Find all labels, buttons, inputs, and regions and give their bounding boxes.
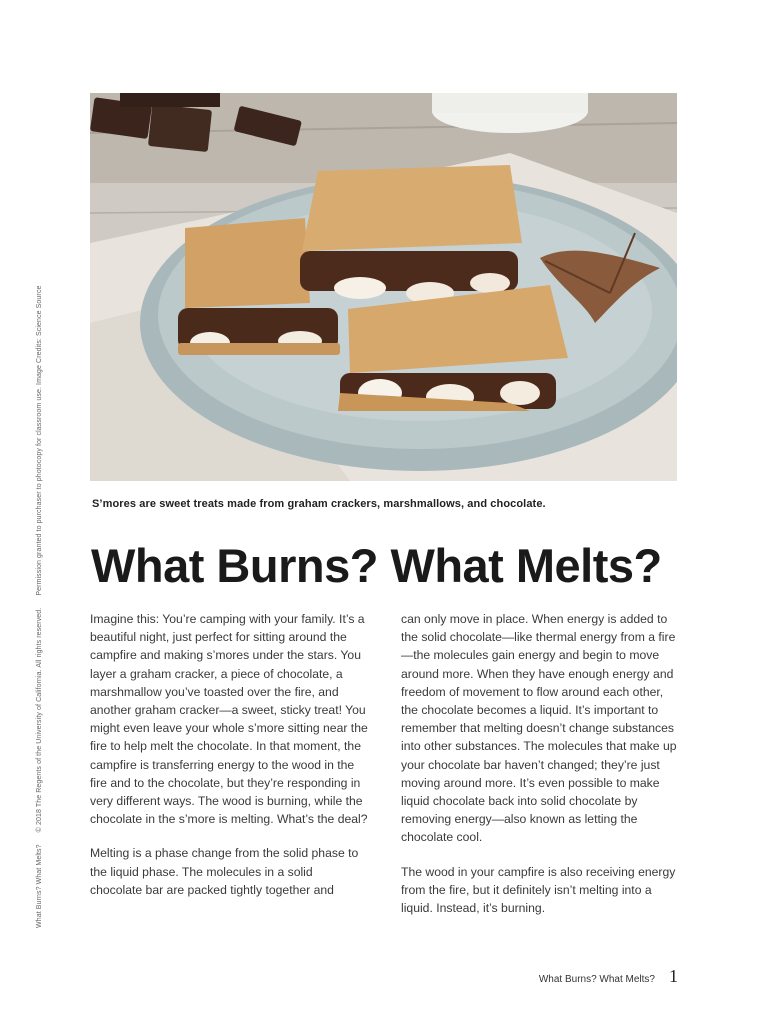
footer-title: What Burns? What Melts? bbox=[538, 974, 655, 985]
paragraph: can only move in place. When energy is added to the solid chocolate—like thermal energy from a fire—the molecules gain energy and begin to move around more. When they have enough energy and freedom of movement to flow around each other, the chocolate becomes a liquid. It’s important to remember that melting doesn’t change substances into other substances. The molecules that make up your chocolate bar haven’t changed; they’re just moving around more. It’s even possible to make liquid chocolate back into solid chocolate by removing energy—also known as letting the chocolate cool. bbox=[401, 612, 677, 845]
article-title: What Burns? What Melts? bbox=[91, 539, 662, 592]
smores-photo bbox=[90, 93, 677, 481]
right-column bbox=[401, 610, 679, 917]
page-footer bbox=[539, 966, 678, 987]
running-title: What Burns? What Melts? bbox=[36, 844, 43, 928]
permission-notice: Permission granted to purchaser to photocopy for classroom use. Image Credits: Science Source bbox=[36, 285, 43, 596]
paragraph: Melting is a phase change from the solid phase to the liquid phase. The molecules in a solid chocolate bar are packed tightly together and bbox=[90, 846, 359, 897]
photo-caption: S’mores are sweet treats made from graham crackers, marshmallows, and chocolate. bbox=[92, 498, 546, 510]
vertical-credits bbox=[36, 286, 43, 928]
paragraph: The wood in your campfire is also receiving energy from the fire, but it definitely isn’t melting into a liquid. Instead, it’s burning. bbox=[401, 864, 676, 916]
page-number: 1 bbox=[669, 966, 678, 986]
left-column bbox=[90, 610, 368, 899]
copyright-notice: © 2018 The Regents of the University of California. All rights reserved. bbox=[36, 607, 43, 833]
paragraph: Imagine this: You’re camping with your family. It’s a beautiful night, just perfect for sitting around the campfire and making s’mores under the stars. You layer a graham cracker, a piece of chocolate, a marshmallow you’ve toasted over the fire, and another graham cracker—a sweet, sticky treat! You might even leave your whole s’more sitting near the fire to help melt the chocolate. In that moment, the campfire is transferring energy to the wood in the fire and to the chocolate, but they’re responding in very different ways. The wood is burning, while the chocolate in the s’more is melting. What’s the deal? bbox=[90, 612, 368, 827]
